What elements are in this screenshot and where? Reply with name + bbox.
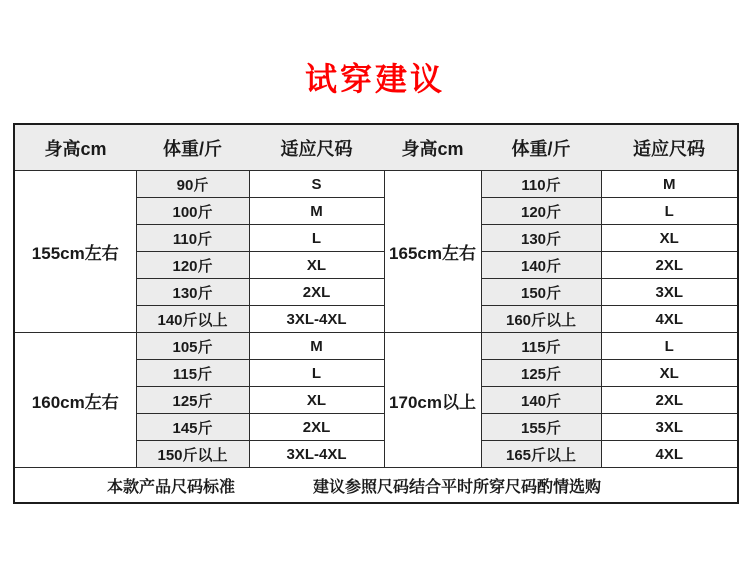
weight-cell: 145斤 (136, 414, 249, 441)
weight-cell: 100斤 (136, 198, 249, 225)
height-group-cell: 165cm左右 (384, 171, 481, 333)
size-cell: M (249, 198, 384, 225)
footer-note-advice: 建议参照尺码结合平时所穿尺码酌情选购 (313, 478, 602, 496)
footer-note (15, 474, 737, 497)
table-header-row (14, 124, 738, 171)
table-row (14, 171, 738, 198)
weight-cell: 150斤 (481, 279, 601, 306)
column-header-weight-right: 体重/斤 (481, 124, 601, 171)
size-chart-table (13, 123, 739, 504)
weight-cell: 165斤以上 (481, 441, 601, 468)
column-header-size-left: 适应尺码 (249, 124, 384, 171)
size-cell: 4XL (601, 441, 738, 468)
size-cell: L (601, 333, 738, 360)
height-group-cell: 170cm以上 (384, 333, 481, 468)
table-row (14, 333, 738, 360)
size-cell: M (601, 171, 738, 198)
weight-cell: 140斤 (481, 252, 601, 279)
weight-cell: 125斤 (481, 360, 601, 387)
size-cell: 3XL-4XL (249, 306, 384, 333)
size-cell: XL (601, 225, 738, 252)
weight-cell: 155斤 (481, 414, 601, 441)
weight-cell: 130斤 (136, 279, 249, 306)
size-cell: M (249, 333, 384, 360)
weight-cell: 120斤 (136, 252, 249, 279)
weight-cell: 110斤 (481, 171, 601, 198)
weight-cell: 115斤 (481, 333, 601, 360)
size-cell: 2XL (249, 414, 384, 441)
size-cell: L (249, 360, 384, 387)
column-header-height-right: 身高cm (384, 124, 481, 171)
column-header-height-left: 身高cm (14, 124, 136, 171)
weight-cell: 140斤以上 (136, 306, 249, 333)
weight-cell: 140斤 (481, 387, 601, 414)
size-cell: L (601, 198, 738, 225)
column-header-size-right: 适应尺码 (601, 124, 738, 171)
size-cell: 4XL (601, 306, 738, 333)
size-cell: S (249, 171, 384, 198)
weight-cell: 120斤 (481, 198, 601, 225)
size-cell: XL (601, 360, 738, 387)
size-cell: 3XL (601, 279, 738, 306)
footer-note-cell (14, 468, 738, 504)
size-cell: XL (249, 387, 384, 414)
weight-cell: 110斤 (136, 225, 249, 252)
size-cell: 2XL (249, 279, 384, 306)
size-cell: 3XL-4XL (249, 441, 384, 468)
size-cell: 2XL (601, 252, 738, 279)
footer-note-standard: 本款产品尺码标准 (107, 478, 236, 496)
weight-cell: 150斤以上 (136, 441, 249, 468)
height-group-cell: 155cm左右 (14, 171, 136, 333)
weight-cell: 125斤 (136, 387, 249, 414)
size-cell: 2XL (601, 387, 738, 414)
weight-cell: 105斤 (136, 333, 249, 360)
size-cell: L (249, 225, 384, 252)
footer-note-row (14, 468, 738, 504)
page-title: 试穿建议 (304, 61, 445, 97)
weight-cell: 115斤 (136, 360, 249, 387)
size-cell: XL (249, 252, 384, 279)
weight-cell: 160斤以上 (481, 306, 601, 333)
weight-cell: 130斤 (481, 225, 601, 252)
size-cell: 3XL (601, 414, 738, 441)
column-header-weight-left: 体重/斤 (136, 124, 249, 171)
weight-cell: 90斤 (136, 171, 249, 198)
height-group-cell: 160cm左右 (14, 333, 136, 468)
